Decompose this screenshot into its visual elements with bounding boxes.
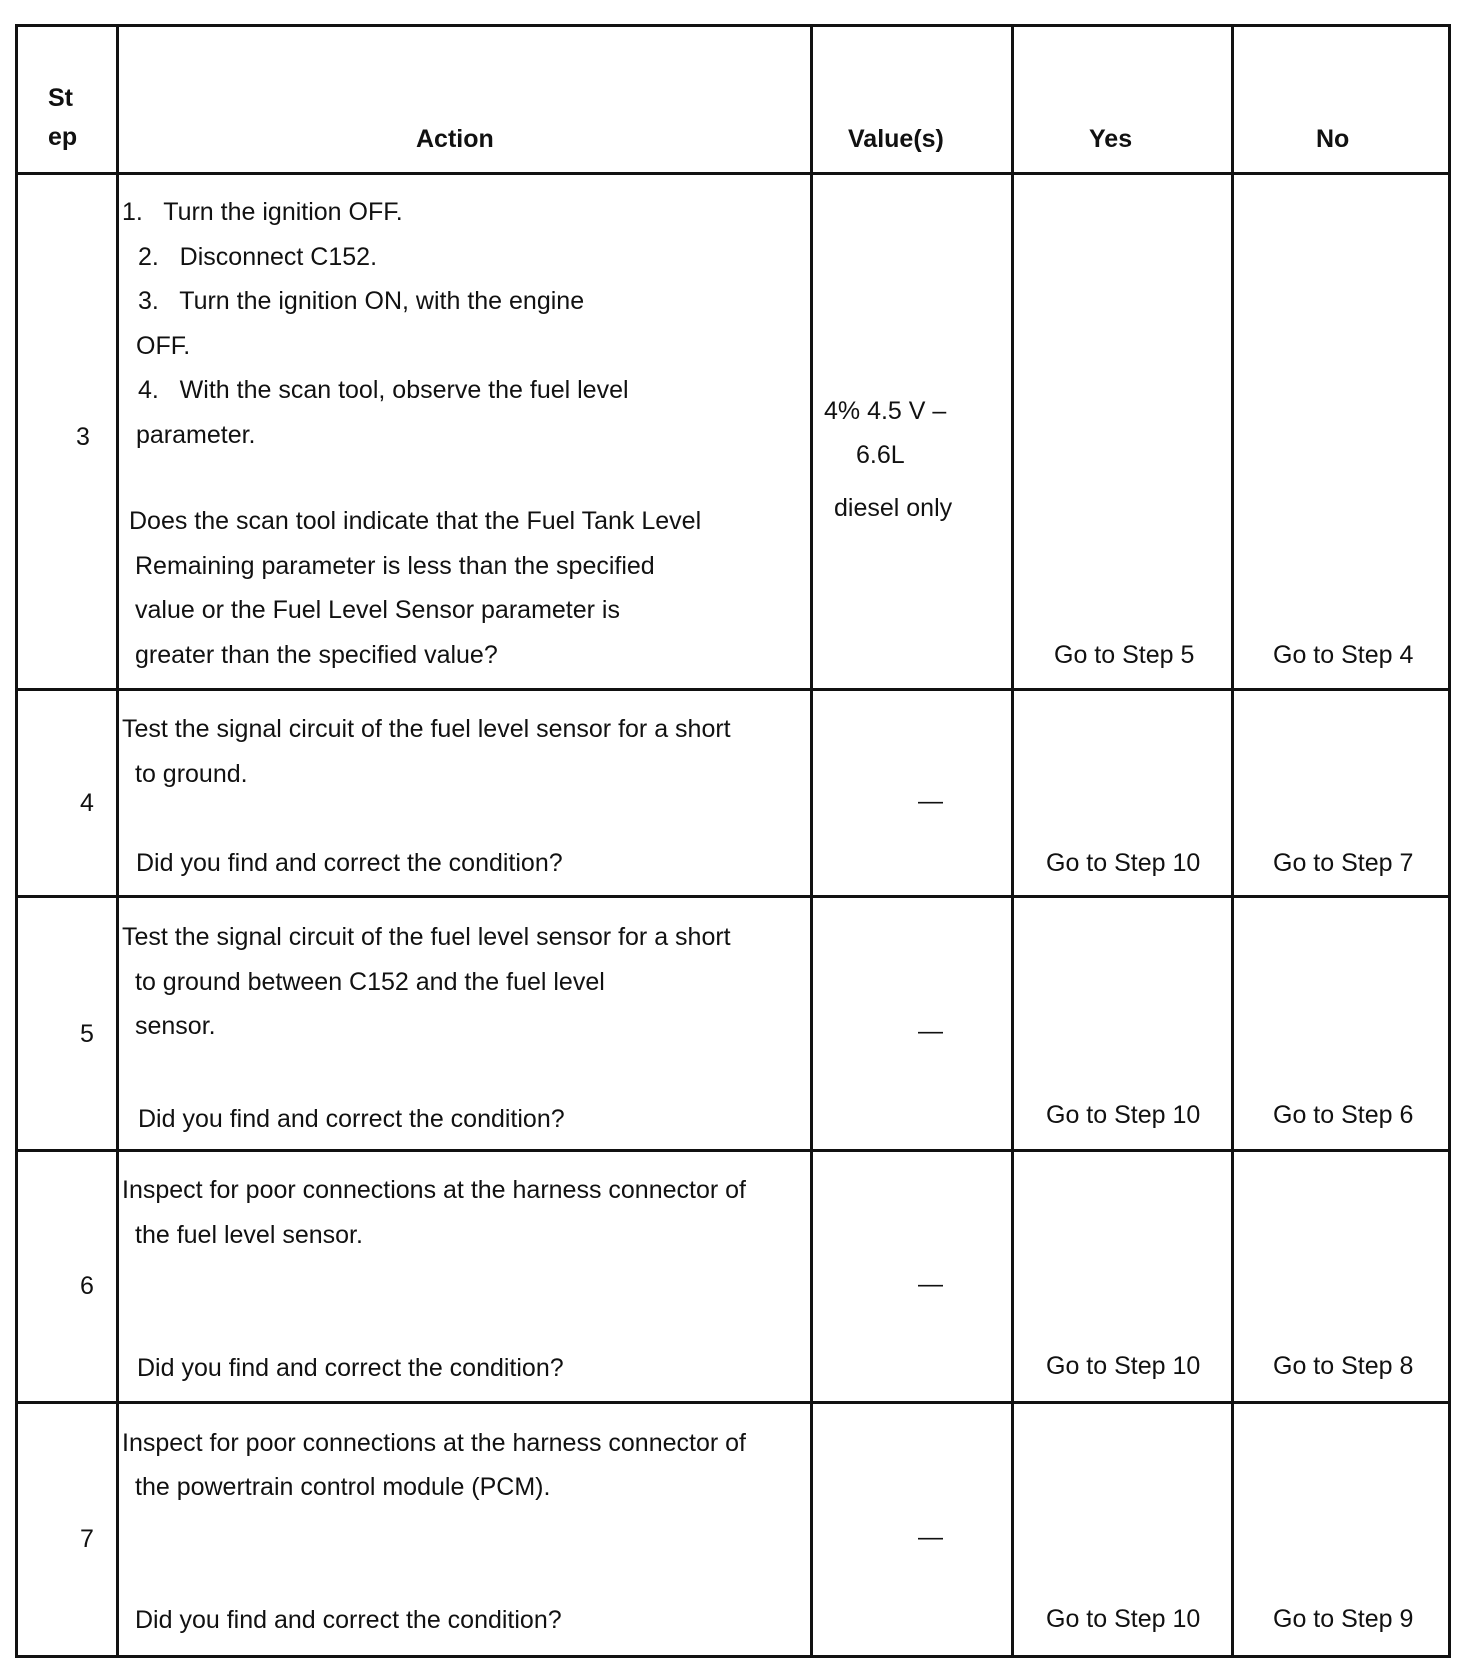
value-line: 4% 4.5 V –	[824, 397, 947, 425]
value-dash: —	[918, 1523, 943, 1551]
row-divider	[18, 688, 1448, 691]
no-link[interactable]: Go to Step 6	[1273, 1101, 1414, 1129]
question-line: Does the scan tool indicate that the Fuel Tank Level	[129, 507, 702, 535]
action-line: Test the signal circuit of the fuel level sensor for a short	[122, 923, 731, 951]
no-link[interactable]: Go to Step 7	[1273, 849, 1414, 877]
yes-link[interactable]: Go to Step 10	[1046, 1101, 1201, 1129]
action-line: 3. Turn the ignition ON, with the engine	[138, 287, 585, 315]
yes-link[interactable]: Go to Step 5	[1054, 641, 1195, 669]
question-line: Did you find and correct the condition?	[138, 1105, 565, 1133]
action-line: Test the signal circuit of the fuel level sensor for a short	[122, 715, 731, 743]
question-line: Did you find and correct the condition?	[137, 1354, 564, 1382]
action-line: 2. Disconnect C152.	[138, 243, 378, 271]
header-yes: Yes	[1089, 125, 1133, 153]
col-divider	[1231, 27, 1234, 1655]
yes-link[interactable]: Go to Step 10	[1046, 1605, 1201, 1633]
step-number: 5	[80, 1020, 94, 1048]
yes-link[interactable]: Go to Step 10	[1046, 849, 1201, 877]
row-divider	[18, 172, 1448, 175]
action-line: 4. With the scan tool, observe the fuel level	[138, 376, 629, 404]
action-line: sensor.	[135, 1012, 216, 1040]
yes-link[interactable]: Go to Step 10	[1046, 1352, 1201, 1380]
action-line: the fuel level sensor.	[135, 1221, 363, 1249]
no-link[interactable]: Go to Step 4	[1273, 641, 1414, 669]
row-divider	[18, 1401, 1448, 1404]
action-line: 1. Turn the ignition OFF.	[122, 198, 403, 226]
action-line: Inspect for poor connections at the harness connector of	[122, 1176, 746, 1204]
action-line: Inspect for poor connections at the harness connector of	[122, 1429, 746, 1457]
row-divider	[18, 895, 1448, 898]
step-number: 6	[80, 1272, 94, 1300]
diagnostic-table	[15, 24, 1451, 1658]
header-action: Action	[416, 125, 494, 153]
question-line: Did you find and correct the condition?	[135, 1606, 562, 1634]
value-line: diesel only	[834, 494, 953, 522]
no-link[interactable]: Go to Step 9	[1273, 1605, 1414, 1633]
header-values: Value(s)	[848, 125, 944, 153]
header-no: No	[1316, 125, 1350, 153]
value-dash: —	[918, 787, 943, 815]
action-line: to ground.	[135, 760, 248, 788]
action-line: the powertrain control module (PCM).	[135, 1473, 551, 1501]
action-line: OFF.	[136, 332, 191, 360]
col-divider	[810, 27, 813, 1655]
value-dash: —	[918, 1270, 943, 1298]
action-line: parameter.	[136, 421, 256, 449]
question-line: Remaining parameter is less than the specified	[135, 552, 655, 580]
step-number: 3	[76, 423, 90, 451]
question-line: Did you find and correct the condition?	[136, 849, 563, 877]
col-divider	[1011, 27, 1014, 1655]
step-number: 7	[80, 1525, 94, 1553]
question-line: greater than the specified value?	[135, 641, 498, 669]
header-step: St ep	[48, 84, 78, 151]
question-line: value or the Fuel Level Sensor parameter is	[135, 596, 620, 624]
value-line: 6.6L	[856, 441, 905, 469]
no-link[interactable]: Go to Step 8	[1273, 1352, 1414, 1380]
action-line: to ground between C152 and the fuel level	[135, 968, 605, 996]
row-divider	[18, 1149, 1448, 1152]
col-divider	[116, 27, 119, 1655]
step-number: 4	[80, 789, 94, 817]
value-dash: —	[918, 1017, 943, 1045]
